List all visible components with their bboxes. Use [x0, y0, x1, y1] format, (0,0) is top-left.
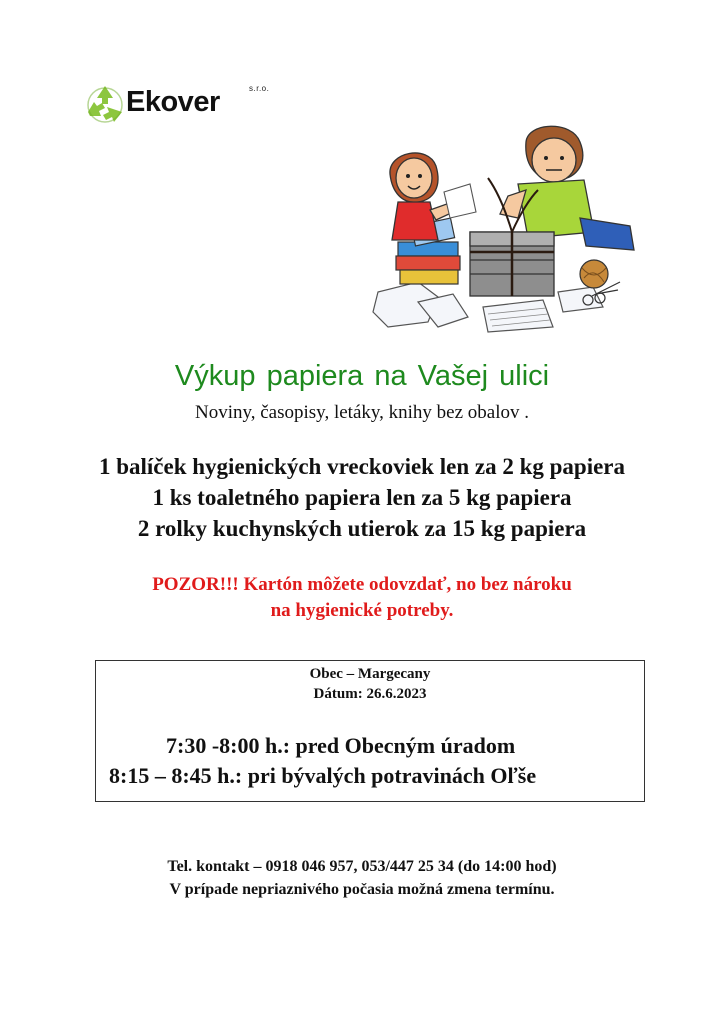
- children-bundling-paper-illustration: [358, 122, 642, 344]
- offers-list: [60, 451, 664, 544]
- company-logo: [86, 84, 276, 128]
- schedule-box: [95, 660, 645, 802]
- warning-notice: [60, 572, 664, 624]
- offer-item: 1 balíček hygienických vreckoviek len za 2 kg papiera: [98, 454, 626, 479]
- warning-line: POZOR!!! Kartón môžete odovzdať, no bez nároku: [152, 574, 572, 595]
- time-slot: 7:30 -8:00 h.: pred Obecným úradom: [166, 733, 516, 758]
- offer-item: 1 ks toaletného papiera len za 5 kg papiera: [152, 485, 572, 510]
- collection-date: Dátum: 26.6.2023: [313, 686, 427, 702]
- time-slot: 8:15 – 8:45 h.: pri bývalých potravinách Oľše: [109, 763, 537, 788]
- weather-note: V prípade nepriaznivého počasia možná zmena termínu.: [169, 881, 555, 898]
- warning-line: na hygienické potreby.: [270, 600, 454, 621]
- footer: [0, 855, 724, 901]
- headline-subtitle: Noviny, časopisy, letáky, knihy bez obalov .: [194, 402, 529, 423]
- offer-item: 2 rolky kuchynských utierok za 15 kg papiera: [137, 516, 587, 541]
- brand-name: Ekover: [126, 86, 220, 118]
- contact-info: Tel. kontakt – 0918 046 957, 053/447 25 34 (do 14:00 hod): [167, 858, 557, 875]
- municipality: Obec – Margecany: [309, 666, 431, 682]
- brand-suffix: s.r.o.: [249, 84, 270, 93]
- recycle-icon: [86, 84, 124, 124]
- headline-title: Výkup papiera na Vašej ulici: [174, 360, 550, 392]
